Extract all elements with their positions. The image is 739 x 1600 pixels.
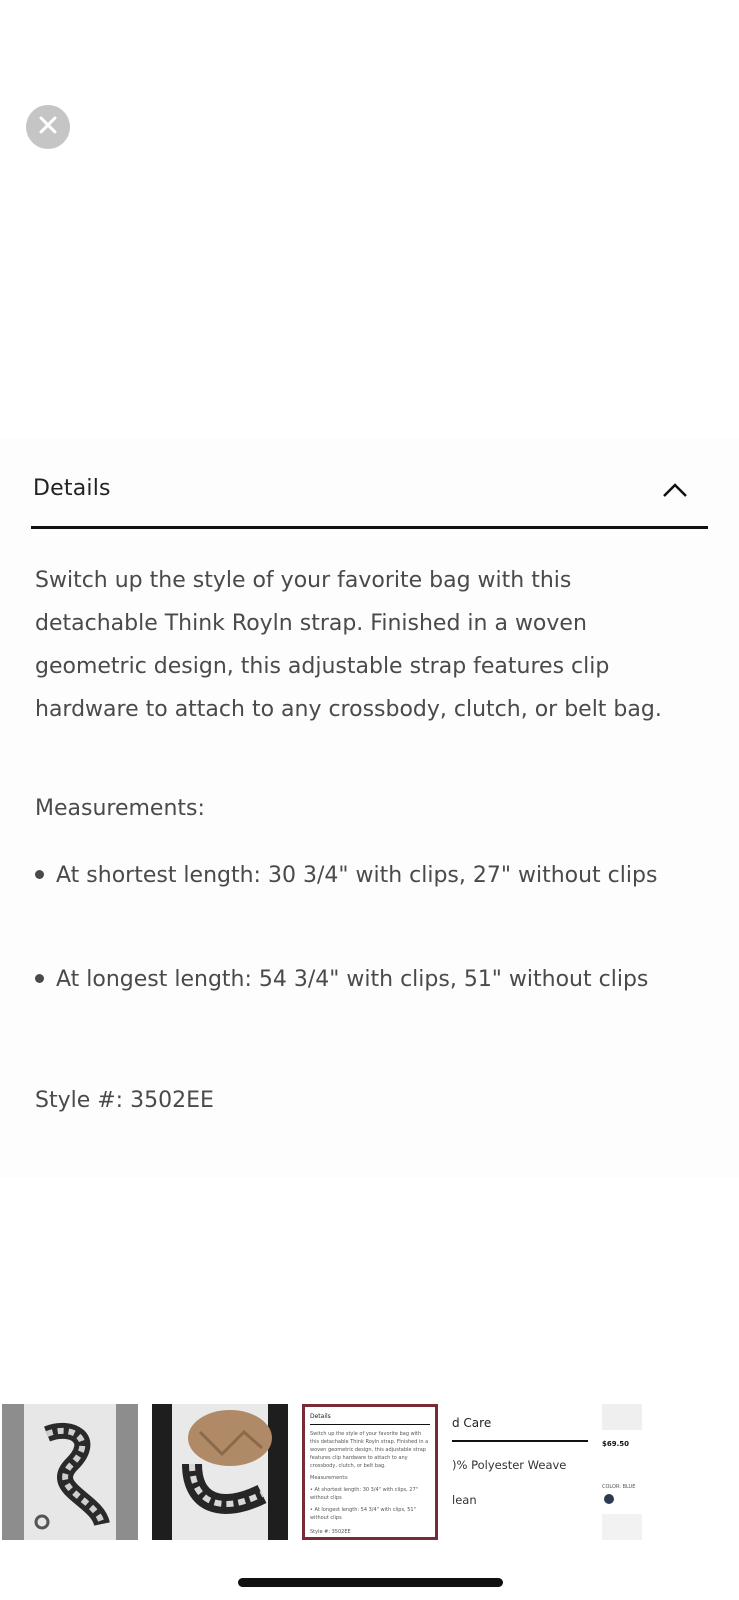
thumbnail-strip bbox=[0, 1404, 739, 1540]
thumbnail-bag-with-strap[interactable] bbox=[152, 1404, 288, 1540]
mini-details-header: Details bbox=[310, 1413, 331, 1420]
mini-description: Switch up the style of your favorite bag with this detachable Think Royln strap. Finished in a woven geometric design, this adjustable strap features clip hardware to attach to any crossbody, clutch, or belt bag. bbox=[310, 1431, 429, 1469]
thumbnail-strap[interactable] bbox=[2, 1404, 138, 1540]
close-icon bbox=[37, 114, 59, 140]
strap-image bbox=[2, 1404, 138, 1540]
thumbnail-price[interactable] bbox=[602, 1404, 642, 1540]
home-indicator[interactable] bbox=[238, 1578, 503, 1587]
measurement-text: At longest length: 54 3/4" with clips, 51" without clips bbox=[56, 967, 649, 992]
thumbnail-material-care[interactable] bbox=[452, 1404, 588, 1540]
close-button[interactable] bbox=[26, 105, 70, 149]
bag-image bbox=[152, 1404, 288, 1540]
chevron-up-icon[interactable] bbox=[662, 481, 688, 499]
bullet-dot bbox=[35, 974, 44, 983]
color-label: COLOR: BLUE bbox=[602, 1484, 636, 1490]
measurement-text: At shortest length: 30 3/4" with clips, 27" without clips bbox=[56, 863, 658, 888]
measurement-bullet bbox=[35, 958, 685, 1001]
details-divider bbox=[31, 526, 708, 529]
care-text: lean bbox=[452, 1493, 477, 1507]
mini-measurements: Measurements: bbox=[310, 1475, 349, 1481]
mini-bullet: • At longest length: 54 3/4" with clips, 51" without clips bbox=[310, 1507, 416, 1521]
product-image-partial bbox=[602, 1404, 642, 1430]
material-text: )% Polyester Weave bbox=[452, 1458, 567, 1472]
details-header[interactable]: Details bbox=[33, 476, 111, 501]
thumbnail-details-selected[interactable] bbox=[302, 1404, 438, 1540]
bullet-dot bbox=[35, 870, 44, 879]
product-description: Switch up the style of your favorite bag with this detachable Think Royln strap. Finished in a woven geometric design, this adjustable strap features clip hardware to attach to any crossbody, clutch, or belt bag. bbox=[35, 568, 662, 722]
style-number: Style #: 3502EE bbox=[35, 1088, 214, 1113]
measurement-bullet bbox=[35, 854, 685, 897]
mini-divider bbox=[310, 1424, 430, 1425]
mini-style: Style #: 3502EE bbox=[310, 1529, 351, 1535]
price-text: $69.50 bbox=[602, 1440, 630, 1448]
material-care-title: d Care bbox=[452, 1416, 492, 1430]
mini-bullet: • At shortest length: 30 3/4" with clips, 27" without clips bbox=[310, 1487, 418, 1501]
details-panel bbox=[0, 438, 739, 1178]
button-partial bbox=[602, 1514, 642, 1540]
measurements-title: Measurements: bbox=[35, 796, 205, 821]
material-care-divider bbox=[452, 1440, 588, 1442]
color-swatch[interactable] bbox=[604, 1494, 614, 1504]
